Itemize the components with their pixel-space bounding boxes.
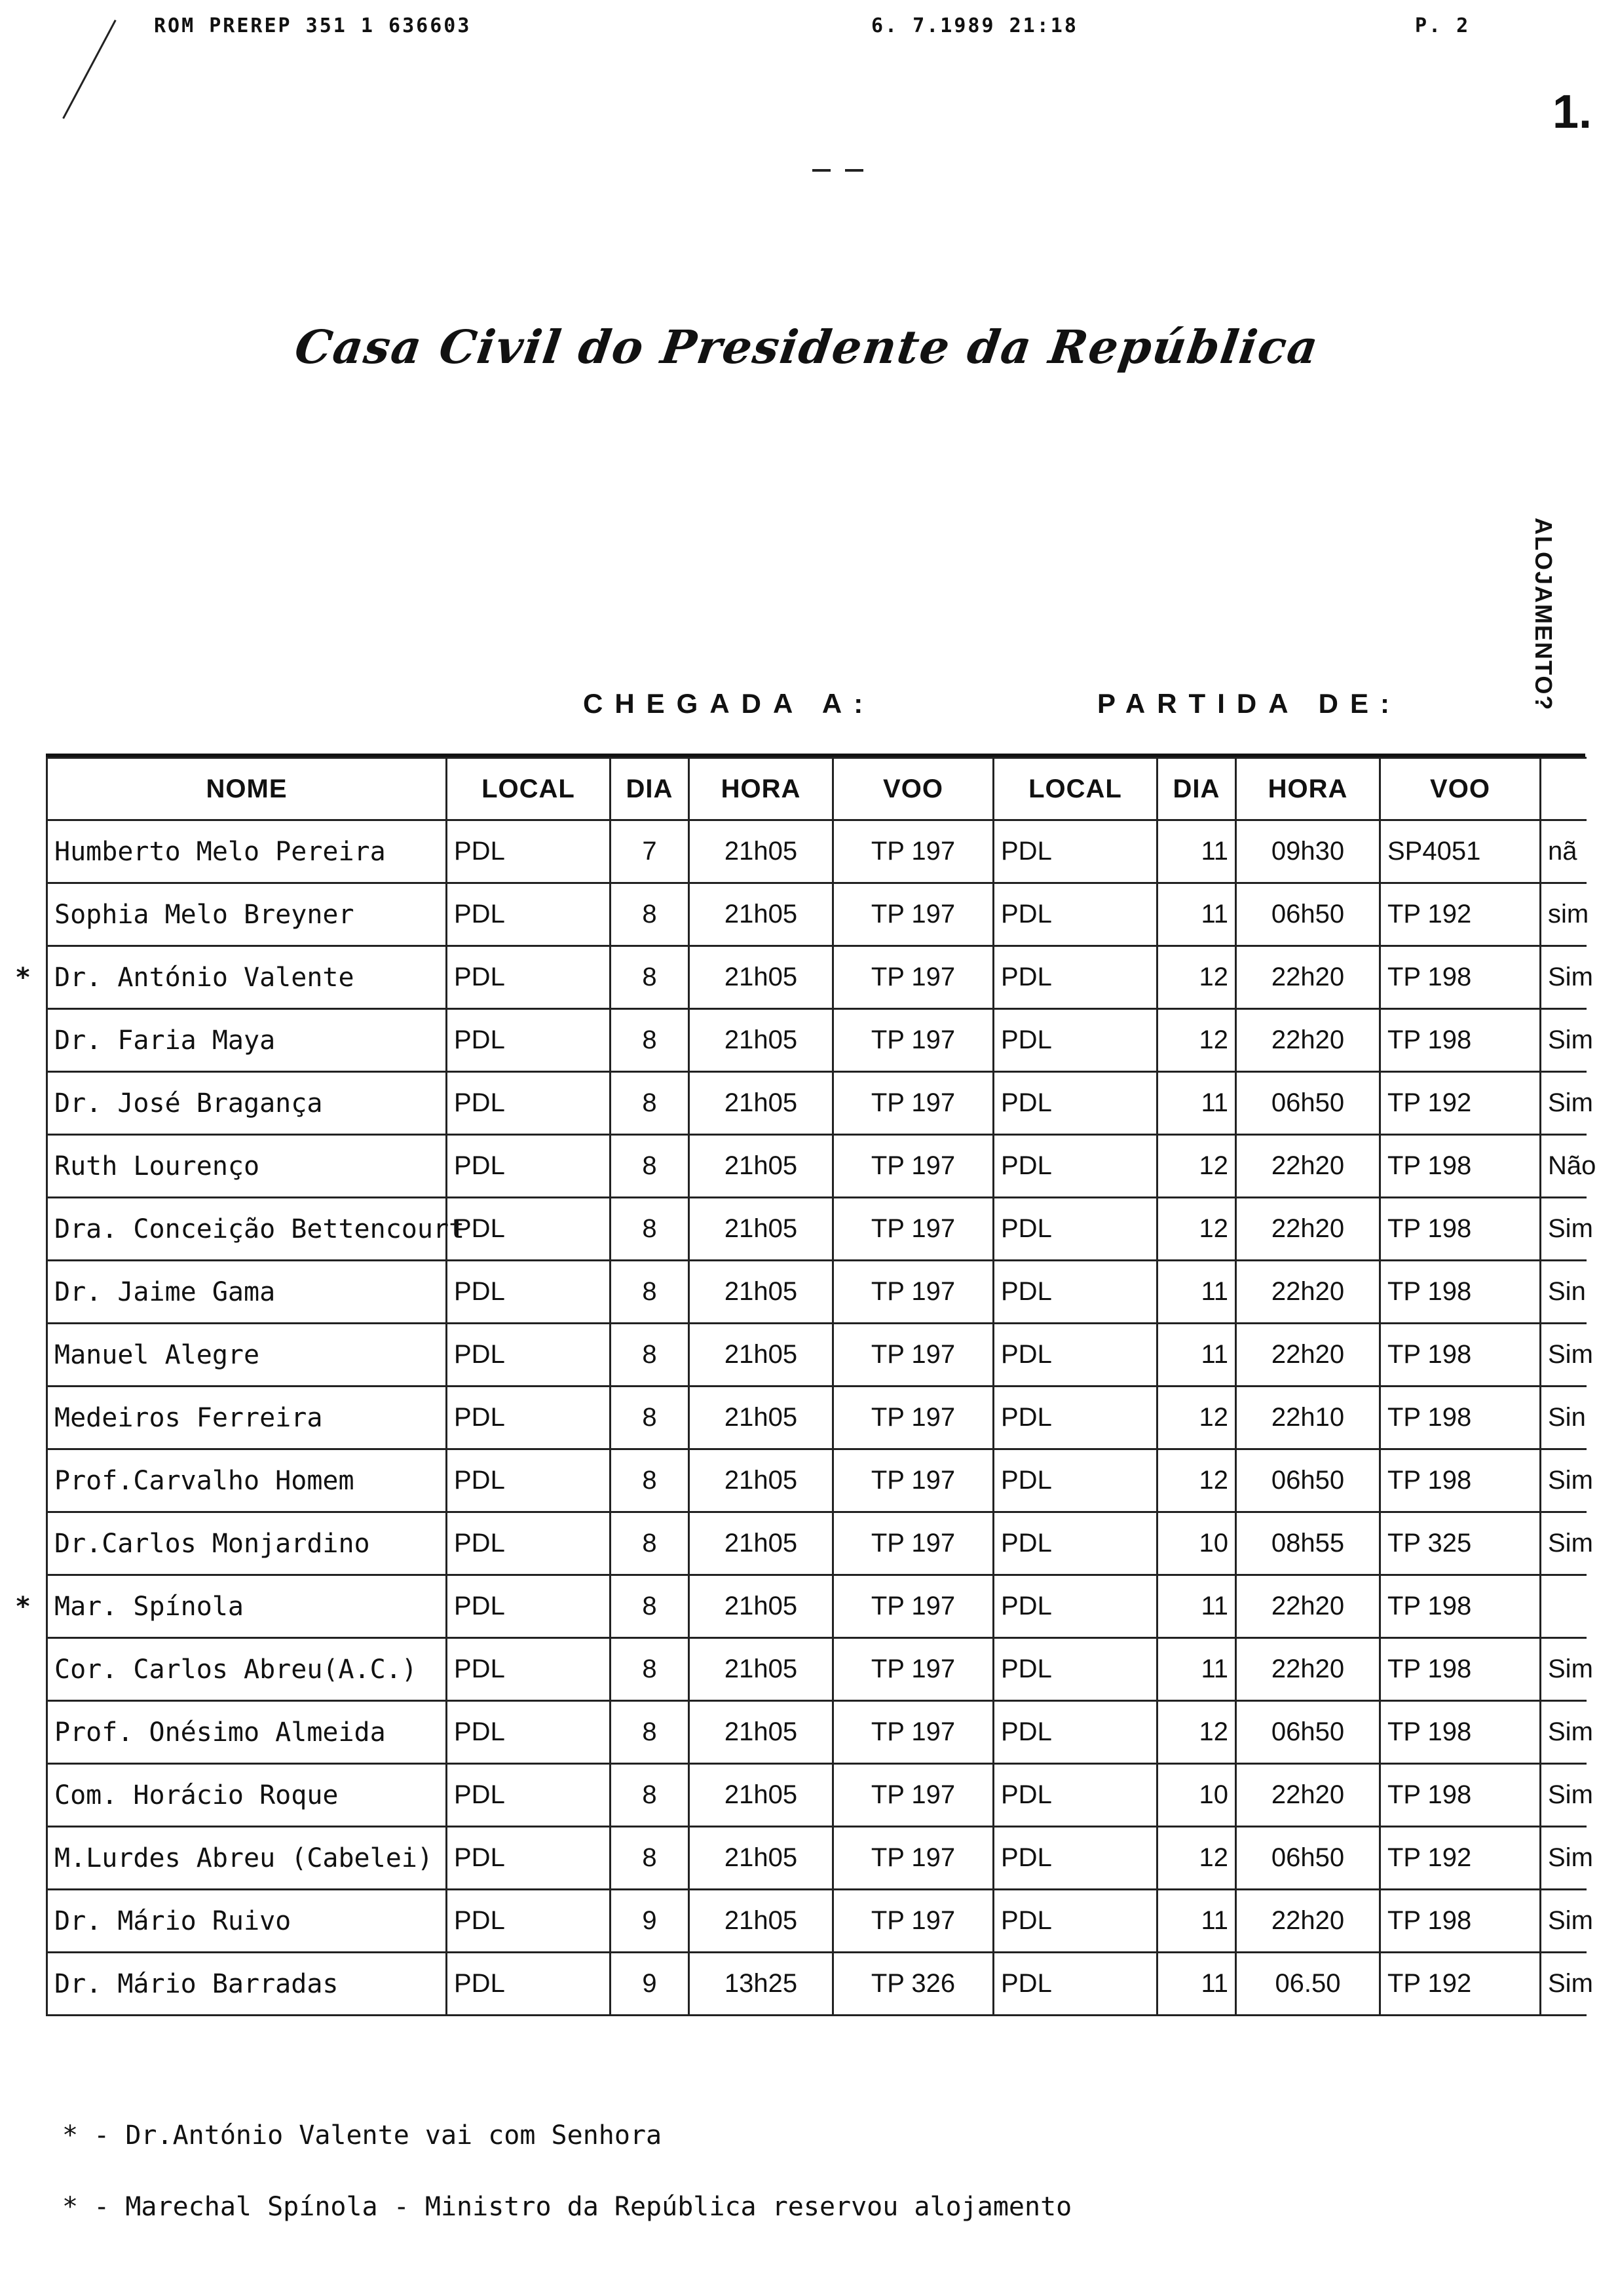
- cell-departure-local: PDL: [994, 1261, 1157, 1324]
- cell-arrival-local: PDL: [447, 1009, 611, 1072]
- table-row: [47, 1135, 1587, 1198]
- cell-name: Manuel Alegre: [47, 1324, 447, 1387]
- cell-departure-local: PDL: [994, 1512, 1157, 1575]
- cell-arrival-day: 8: [611, 1198, 689, 1261]
- cell-arrival-flight: TP 197: [833, 1009, 994, 1072]
- footnote-2: * - Marechal Spínola - Ministro da República reservou alojamento: [62, 2192, 1072, 2222]
- cell-departure-time: 22h20: [1236, 1009, 1380, 1072]
- cell-lodging: Sim: [1541, 1512, 1587, 1575]
- cell-departure-flight: TP 198: [1380, 1638, 1541, 1701]
- cell-arrival-time: 21h05: [689, 1638, 833, 1701]
- cell-departure-day: 12: [1157, 946, 1236, 1009]
- cell-departure-flight: TP 325: [1380, 1512, 1541, 1575]
- cell-departure-day: 12: [1157, 1009, 1236, 1072]
- cell-name: Ruth Lourenço: [47, 1135, 447, 1198]
- header-arrival-local: LOCAL: [447, 758, 611, 820]
- cell-name: Dr. Jaime Gama: [47, 1261, 447, 1324]
- footnote-marker: *: [15, 962, 31, 993]
- footnote-marker: *: [15, 1591, 31, 1622]
- section-arrival: CHEGADA A:: [583, 688, 875, 719]
- cell-arrival-time: 21h05: [689, 1764, 833, 1827]
- cell-departure-day: 11: [1157, 1575, 1236, 1638]
- cell-departure-day: 11: [1157, 1890, 1236, 1953]
- cell-departure-local: PDL: [994, 1827, 1157, 1890]
- cell-arrival-day: 8: [611, 1764, 689, 1827]
- cell-departure-local: PDL: [994, 1198, 1157, 1261]
- cell-departure-time: 22h20: [1236, 1764, 1380, 1827]
- cell-departure-day: 12: [1157, 1135, 1236, 1198]
- cell-arrival-day: 8: [611, 1701, 689, 1764]
- cell-arrival-day: 9: [611, 1890, 689, 1953]
- cell-arrival-day: 8: [611, 1072, 689, 1135]
- cell-departure-time: 06h50: [1236, 1449, 1380, 1512]
- cell-departure-flight: TP 198: [1380, 1198, 1541, 1261]
- cell-name: Mar. Spínola *: [47, 1575, 447, 1638]
- cell-arrival-time: 21h05: [689, 820, 833, 883]
- cell-departure-day: 11: [1157, 1953, 1236, 2016]
- cell-arrival-time: 21h05: [689, 1324, 833, 1387]
- cell-arrival-flight: TP 197: [833, 1638, 994, 1701]
- table-header-row: [47, 758, 1587, 820]
- header-name: NOME: [47, 758, 447, 820]
- cell-departure-time: 06h50: [1236, 1072, 1380, 1135]
- cell-arrival-flight: TP 197: [833, 1324, 994, 1387]
- cell-departure-day: 12: [1157, 1198, 1236, 1261]
- cell-arrival-local: PDL: [447, 1198, 611, 1261]
- cell-arrival-local: PDL: [447, 1261, 611, 1324]
- table-row: [47, 1953, 1587, 2016]
- cell-arrival-flight: TP 197: [833, 1575, 994, 1638]
- cell-departure-day: 10: [1157, 1764, 1236, 1827]
- cell-arrival-day: 8: [611, 1512, 689, 1575]
- cell-departure-time: 06h50: [1236, 1827, 1380, 1890]
- cell-arrival-day: 8: [611, 946, 689, 1009]
- cell-arrival-time: 21h05: [689, 1575, 833, 1638]
- cell-departure-time: 22h20: [1236, 1638, 1380, 1701]
- cell-arrival-time: 21h05: [689, 946, 833, 1009]
- table-row: [47, 1512, 1587, 1575]
- cell-arrival-flight: TP 197: [833, 1198, 994, 1261]
- cell-arrival-local: PDL: [447, 1575, 611, 1638]
- cell-departure-time: 22h20: [1236, 1575, 1380, 1638]
- table-row: [47, 1261, 1587, 1324]
- cell-arrival-time: 21h05: [689, 1009, 833, 1072]
- cell-arrival-day: 8: [611, 1135, 689, 1198]
- fax-datetime: 6. 7.1989 21:18: [871, 14, 1078, 37]
- scan-mark-dash-2: [845, 169, 863, 172]
- cell-arrival-local: PDL: [447, 1135, 611, 1198]
- cell-departure-flight: TP 198: [1380, 1009, 1541, 1072]
- table-row: [47, 883, 1587, 946]
- table-row: [47, 1764, 1587, 1827]
- cell-lodging: sim: [1541, 883, 1587, 946]
- cell-arrival-flight: TP 197: [833, 1701, 994, 1764]
- cell-arrival-time: 21h05: [689, 1387, 833, 1449]
- cell-arrival-day: 8: [611, 1009, 689, 1072]
- cell-name: Medeiros Ferreira: [47, 1387, 447, 1449]
- cell-arrival-local: PDL: [447, 1764, 611, 1827]
- cell-departure-local: PDL: [994, 1701, 1157, 1764]
- cell-departure-local: PDL: [994, 820, 1157, 883]
- cell-departure-time: 22h10: [1236, 1387, 1380, 1449]
- side-note: ALOJAMENTO?: [1530, 518, 1557, 712]
- cell-departure-flight: TP 198: [1380, 1575, 1541, 1638]
- fax-page: P. 2: [1415, 14, 1471, 37]
- cell-departure-local: PDL: [994, 1449, 1157, 1512]
- cell-arrival-time: 21h05: [689, 1135, 833, 1198]
- cell-arrival-day: 8: [611, 1324, 689, 1387]
- table-row: [47, 1198, 1587, 1261]
- cell-lodging: Sim: [1541, 1638, 1587, 1701]
- cell-arrival-time: 21h05: [689, 1890, 833, 1953]
- cell-departure-day: 10: [1157, 1512, 1236, 1575]
- cell-arrival-day: 8: [611, 1575, 689, 1638]
- cell-departure-day: 11: [1157, 1072, 1236, 1135]
- cell-arrival-local: PDL: [447, 1449, 611, 1512]
- cell-arrival-time: 21h05: [689, 1827, 833, 1890]
- cell-departure-time: 22h20: [1236, 1324, 1380, 1387]
- cell-name: Dr. José Bragança: [47, 1072, 447, 1135]
- cell-departure-local: PDL: [994, 1009, 1157, 1072]
- cell-arrival-flight: TP 197: [833, 1827, 994, 1890]
- cell-arrival-day: 8: [611, 1827, 689, 1890]
- table-row: [47, 1009, 1587, 1072]
- cell-arrival-local: PDL: [447, 883, 611, 946]
- cell-arrival-local: PDL: [447, 1512, 611, 1575]
- cell-arrival-local: PDL: [447, 1387, 611, 1449]
- cell-departure-flight: TP 198: [1380, 1324, 1541, 1387]
- cell-arrival-day: 8: [611, 1387, 689, 1449]
- cell-arrival-flight: TP 197: [833, 1764, 994, 1827]
- cell-arrival-time: 21h05: [689, 1512, 833, 1575]
- cell-lodging: Sim: [1541, 1324, 1587, 1387]
- cell-name: Cor. Carlos Abreu(A.C.): [47, 1638, 447, 1701]
- cell-arrival-day: 8: [611, 883, 689, 946]
- cell-name: Com. Horácio Roque: [47, 1764, 447, 1827]
- header-lodging: [1541, 758, 1587, 820]
- section-departure: PARTIDA DE:: [1097, 688, 1401, 719]
- cell-departure-flight: TP 198: [1380, 1449, 1541, 1512]
- cell-arrival-time: 21h05: [689, 1449, 833, 1512]
- cell-arrival-flight: TP 197: [833, 1890, 994, 1953]
- cell-departure-flight: TP 198: [1380, 1261, 1541, 1324]
- header-arrival-flight: VOO: [833, 758, 994, 820]
- scan-mark-dash-1: [812, 169, 831, 172]
- table-row: [47, 1827, 1587, 1890]
- cell-name: Dr. Mário Barradas: [47, 1953, 447, 2016]
- cell-departure-time: 22h20: [1236, 1198, 1380, 1261]
- cell-lodging: Sim: [1541, 1953, 1587, 2016]
- cell-departure-time: 08h55: [1236, 1512, 1380, 1575]
- cell-departure-flight: TP 198: [1380, 946, 1541, 1009]
- cell-departure-local: PDL: [994, 1764, 1157, 1827]
- header-departure-flight: VOO: [1380, 758, 1541, 820]
- cell-arrival-local: PDL: [447, 1324, 611, 1387]
- table-row: [47, 1701, 1587, 1764]
- cell-name: M.Lurdes Abreu (Cabelei): [47, 1827, 447, 1890]
- cell-arrival-flight: TP 197: [833, 946, 994, 1009]
- cell-departure-flight: TP 198: [1380, 1890, 1541, 1953]
- cell-departure-day: 11: [1157, 1261, 1236, 1324]
- header-arrival-time: HORA: [689, 758, 833, 820]
- cell-departure-time: 06h50: [1236, 883, 1380, 946]
- cell-lodging: Sim: [1541, 946, 1587, 1009]
- cell-arrival-flight: TP 197: [833, 1449, 994, 1512]
- cell-lodging: Sim: [1541, 1449, 1587, 1512]
- cell-lodging: Sim: [1541, 1009, 1587, 1072]
- cell-departure-flight: TP 192: [1380, 883, 1541, 946]
- cell-arrival-flight: TP 197: [833, 1135, 994, 1198]
- cell-departure-flight: TP 198: [1380, 1701, 1541, 1764]
- cell-lodging: Sim: [1541, 1072, 1587, 1135]
- cell-name: Humberto Melo Pereira: [47, 820, 447, 883]
- cell-departure-local: PDL: [994, 1953, 1157, 2016]
- cell-arrival-local: PDL: [447, 1638, 611, 1701]
- cell-arrival-day: 7: [611, 820, 689, 883]
- cell-arrival-local: PDL: [447, 946, 611, 1009]
- cell-arrival-local: PDL: [447, 1827, 611, 1890]
- cell-arrival-day: 9: [611, 1953, 689, 2016]
- cell-lodging: Sim: [1541, 1701, 1587, 1764]
- cell-departure-local: PDL: [994, 1575, 1157, 1638]
- table-row: [47, 1324, 1587, 1387]
- cell-arrival-local: PDL: [447, 1953, 611, 2016]
- cell-departure-time: 22h20: [1236, 1135, 1380, 1198]
- page-number: 1.: [1552, 86, 1592, 138]
- cell-departure-time: 06h50: [1236, 1701, 1380, 1764]
- cell-arrival-day: 8: [611, 1261, 689, 1324]
- cell-departure-time: 22h20: [1236, 946, 1380, 1009]
- footnote-1: * - Dr.António Valente vai com Senhora: [62, 2120, 662, 2151]
- cell-name: Dr. Mário Ruivo: [47, 1890, 447, 1953]
- cell-departure-time: 22h20: [1236, 1890, 1380, 1953]
- cell-lodging: Sim: [1541, 1890, 1587, 1953]
- cell-departure-flight: TP 192: [1380, 1072, 1541, 1135]
- table-row: [47, 820, 1587, 883]
- cell-arrival-flight: TP 197: [833, 1261, 994, 1324]
- cell-arrival-local: PDL: [447, 1701, 611, 1764]
- cell-arrival-flight: TP 197: [833, 820, 994, 883]
- header-arrival-day: DIA: [611, 758, 689, 820]
- cell-arrival-local: PDL: [447, 820, 611, 883]
- cell-name: Dra. Conceição Bettencourt: [47, 1198, 447, 1261]
- cell-departure-flight: TP 192: [1380, 1953, 1541, 2016]
- cell-arrival-local: PDL: [447, 1072, 611, 1135]
- cell-arrival-time: 13h25: [689, 1953, 833, 2016]
- cell-lodging: Sim: [1541, 1764, 1587, 1827]
- cell-name: Dr. António Valente *: [47, 946, 447, 1009]
- cell-name: Prof. Onésimo Almeida: [47, 1701, 447, 1764]
- letterhead: Casa Civil do Presidente da República: [292, 320, 1323, 374]
- cell-arrival-day: 8: [611, 1638, 689, 1701]
- cell-name: Dr. Faria Maya: [47, 1009, 447, 1072]
- cell-lodging: Sim: [1541, 1827, 1587, 1890]
- cell-arrival-flight: TP 197: [833, 1072, 994, 1135]
- scan-mark-line: [62, 20, 116, 119]
- cell-departure-time: 22h20: [1236, 1261, 1380, 1324]
- cell-name: Sophia Melo Breyner: [47, 883, 447, 946]
- header-departure-local: LOCAL: [994, 758, 1157, 820]
- cell-departure-day: 11: [1157, 1638, 1236, 1701]
- cell-arrival-flight: TP 197: [833, 883, 994, 946]
- cell-name: Dr.Carlos Monjardino: [47, 1512, 447, 1575]
- cell-arrival-flight: TP 197: [833, 1387, 994, 1449]
- cell-departure-local: PDL: [994, 1072, 1157, 1135]
- cell-departure-local: PDL: [994, 1387, 1157, 1449]
- cell-arrival-flight: TP 197: [833, 1512, 994, 1575]
- table-row: [47, 1638, 1587, 1701]
- table-row: [47, 1072, 1587, 1135]
- cell-lodging: [1541, 1575, 1587, 1638]
- cell-departure-local: PDL: [994, 883, 1157, 946]
- cell-departure-flight: TP 198: [1380, 1764, 1541, 1827]
- cell-departure-local: PDL: [994, 1324, 1157, 1387]
- guest-table: [15, 754, 1596, 2016]
- cell-departure-day: 12: [1157, 1827, 1236, 1890]
- header-departure-day: DIA: [1157, 758, 1236, 820]
- cell-arrival-time: 21h05: [689, 1261, 833, 1324]
- cell-departure-day: 12: [1157, 1449, 1236, 1512]
- cell-departure-flight: TP 198: [1380, 1387, 1541, 1449]
- table-row: [47, 1890, 1587, 1953]
- cell-departure-local: PDL: [994, 1135, 1157, 1198]
- cell-lodging: Não: [1541, 1135, 1587, 1198]
- cell-departure-local: PDL: [994, 1638, 1157, 1701]
- cell-departure-local: PDL: [994, 946, 1157, 1009]
- table-row: [47, 946, 1587, 1009]
- cell-departure-time: 06.50: [1236, 1953, 1380, 2016]
- table-row: [47, 1449, 1587, 1512]
- cell-departure-day: 11: [1157, 883, 1236, 946]
- cell-arrival-local: PDL: [447, 1890, 611, 1953]
- cell-lodging: Sim: [1541, 1198, 1587, 1261]
- cell-departure-flight: TP 192: [1380, 1827, 1541, 1890]
- cell-arrival-time: 21h05: [689, 1701, 833, 1764]
- cell-lodging: Sin: [1541, 1261, 1587, 1324]
- cell-arrival-day: 8: [611, 1449, 689, 1512]
- cell-departure-flight: SP4051: [1380, 820, 1541, 883]
- cell-departure-day: 11: [1157, 1324, 1236, 1387]
- cell-arrival-time: 21h05: [689, 883, 833, 946]
- cell-arrival-time: 21h05: [689, 1198, 833, 1261]
- cell-departure-day: 11: [1157, 820, 1236, 883]
- table-row: [47, 1387, 1587, 1449]
- cell-name: Prof.Carvalho Homem: [47, 1449, 447, 1512]
- header-departure-time: HORA: [1236, 758, 1380, 820]
- fax-sender: ROM PREREP 351 1 636603: [154, 14, 472, 37]
- cell-departure-day: 12: [1157, 1387, 1236, 1449]
- cell-arrival-time: 21h05: [689, 1072, 833, 1135]
- cell-departure-local: PDL: [994, 1890, 1157, 1953]
- cell-departure-flight: TP 198: [1380, 1135, 1541, 1198]
- cell-departure-day: 12: [1157, 1701, 1236, 1764]
- cell-lodging: nã: [1541, 820, 1587, 883]
- cell-arrival-flight: TP 326: [833, 1953, 994, 2016]
- cell-departure-time: 09h30: [1236, 820, 1380, 883]
- table-row: [47, 1575, 1587, 1638]
- cell-lodging: Sin: [1541, 1387, 1587, 1449]
